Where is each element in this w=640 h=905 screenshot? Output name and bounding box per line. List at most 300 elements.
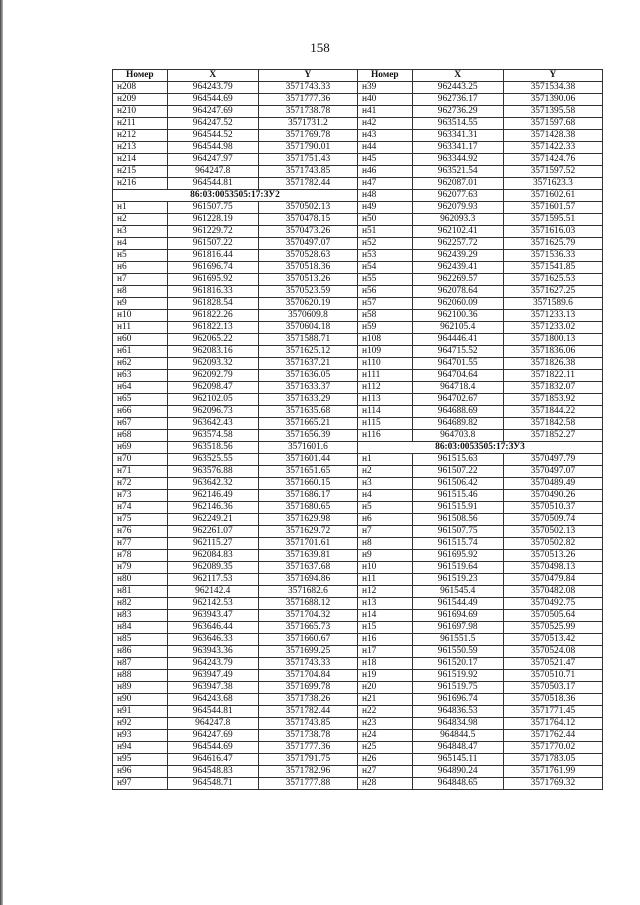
y-coordinate: 3571633.37 — [258, 382, 357, 394]
x-coordinate: 964844.5 — [412, 730, 503, 742]
y-coordinate: 3571770.02 — [503, 742, 602, 754]
table-row — [113, 382, 603, 394]
x-coordinate: 965145.11 — [412, 754, 503, 766]
x-coordinate: 964715.52 — [412, 346, 503, 358]
point-number: н43 — [357, 130, 412, 142]
y-coordinate: 3570620.19 — [258, 298, 357, 310]
x-coordinate: 963341.31 — [412, 130, 503, 142]
x-coordinate: 962736.29 — [412, 106, 503, 118]
scan-edge — [0, 0, 3, 905]
x-coordinate: 964836.53 — [412, 706, 503, 718]
y-coordinate: 3571783.05 — [503, 754, 602, 766]
x-coordinate: 961519.92 — [412, 670, 503, 682]
point-number: н113 — [357, 394, 412, 406]
y-coordinate: 3571428.38 — [503, 130, 602, 142]
point-number: н88 — [113, 670, 168, 682]
point-number: н1 — [357, 454, 412, 466]
x-coordinate: 962089.35 — [167, 562, 258, 574]
point-number: н91 — [113, 706, 168, 718]
x-coordinate: 962257.72 — [412, 238, 503, 250]
point-number: н4 — [357, 490, 412, 502]
x-coordinate: 964702.67 — [412, 394, 503, 406]
point-number: н41 — [357, 106, 412, 118]
x-coordinate: 961545.4 — [412, 586, 503, 598]
table-row — [113, 82, 603, 94]
point-number: н68 — [113, 430, 168, 442]
table-row — [113, 634, 603, 646]
point-number: н6 — [113, 262, 168, 274]
point-number: н47 — [357, 178, 412, 190]
table-row — [113, 526, 603, 538]
y-coordinate: 3570518.36 — [503, 694, 602, 706]
x-coordinate: 962079.93 — [412, 202, 503, 214]
point-number: н71 — [113, 466, 168, 478]
y-coordinate: 3571541.85 — [503, 262, 602, 274]
x-coordinate: 964689.82 — [412, 418, 503, 430]
point-number: н81 — [113, 586, 168, 598]
point-number: н39 — [357, 82, 412, 94]
point-number: н85 — [113, 634, 168, 646]
y-coordinate: 3570513.42 — [503, 634, 602, 646]
y-coordinate: 3571395.58 — [503, 106, 602, 118]
y-coordinate: 3570478.15 — [258, 214, 357, 226]
point-number: н42 — [357, 118, 412, 130]
y-coordinate: 3570473.26 — [258, 226, 357, 238]
x-coordinate: 962083.16 — [167, 346, 258, 358]
point-number: н61 — [113, 346, 168, 358]
x-coordinate: 964544.98 — [167, 142, 258, 154]
point-number: н209 — [113, 94, 168, 106]
y-coordinate: 3570528.63 — [258, 250, 357, 262]
table-row — [113, 190, 603, 202]
y-coordinate: 3570489.49 — [503, 478, 602, 490]
x-coordinate: 961816.33 — [167, 286, 258, 298]
x-coordinate: 961816.44 — [167, 250, 258, 262]
x-coordinate: 962087.01 — [412, 178, 503, 190]
x-coordinate: 962105.4 — [412, 322, 503, 334]
y-coordinate: 3571761.99 — [503, 766, 602, 778]
x-coordinate: 964247.8 — [167, 166, 258, 178]
x-coordinate: 963642.32 — [167, 478, 258, 490]
x-coordinate: 964247.97 — [167, 154, 258, 166]
x-coordinate: 964544.81 — [167, 706, 258, 718]
point-number: н52 — [357, 238, 412, 250]
y-coordinate: 3571633.29 — [258, 394, 357, 406]
point-number: н65 — [113, 394, 168, 406]
y-coordinate: 3570502.13 — [503, 526, 602, 538]
y-coordinate: 3571704.84 — [258, 670, 357, 682]
point-number: н112 — [357, 382, 412, 394]
table-row — [113, 286, 603, 298]
point-number: н67 — [113, 418, 168, 430]
point-number: н8 — [113, 286, 168, 298]
x-coordinate: 961507.22 — [167, 238, 258, 250]
y-coordinate: 3571751.43 — [258, 154, 357, 166]
point-number: н20 — [357, 682, 412, 694]
y-coordinate: 3571688.12 — [258, 598, 357, 610]
section-title: 86:03:0053505:17:ЗУ2 — [113, 190, 358, 202]
point-number: н9 — [357, 550, 412, 562]
point-number: н95 — [113, 754, 168, 766]
x-coordinate: 963521.54 — [412, 166, 503, 178]
point-number: н93 — [113, 730, 168, 742]
table-row — [113, 454, 603, 466]
x-coordinate: 961508.56 — [412, 514, 503, 526]
y-coordinate: 3571656.39 — [258, 430, 357, 442]
point-number: н44 — [357, 142, 412, 154]
y-coordinate: 3571588.71 — [258, 334, 357, 346]
x-coordinate: 964544.69 — [167, 742, 258, 754]
x-coordinate: 962098.47 — [167, 382, 258, 394]
x-coordinate: 962249.21 — [167, 514, 258, 526]
y-coordinate: 3570524.08 — [503, 646, 602, 658]
x-coordinate: 962269.57 — [412, 274, 503, 286]
point-number: н212 — [113, 130, 168, 142]
table-row — [113, 106, 603, 118]
y-coordinate: 3570497.07 — [258, 238, 357, 250]
point-number: н83 — [113, 610, 168, 622]
table-row — [113, 694, 603, 706]
y-coordinate: 3571682.6 — [258, 586, 357, 598]
table-row — [113, 502, 603, 514]
y-coordinate: 3571686.17 — [258, 490, 357, 502]
table-row — [113, 118, 603, 130]
x-coordinate: 961229.72 — [167, 226, 258, 238]
header-number-left: Номер — [113, 70, 168, 82]
x-coordinate: 962096.73 — [167, 406, 258, 418]
y-coordinate: 3571665.21 — [258, 418, 357, 430]
y-coordinate: 3571842.58 — [503, 418, 602, 430]
x-coordinate: 964243.79 — [167, 82, 258, 94]
point-number: н12 — [357, 586, 412, 598]
y-coordinate: 3571601.6 — [258, 442, 357, 454]
x-coordinate: 962142.4 — [167, 586, 258, 598]
y-coordinate: 3571701.61 — [258, 538, 357, 550]
table-row — [113, 742, 603, 754]
table-row — [113, 358, 603, 370]
point-number: н70 — [113, 454, 168, 466]
point-number: н77 — [113, 538, 168, 550]
x-coordinate: 963514.55 — [412, 118, 503, 130]
y-coordinate: 3570482.08 — [503, 586, 602, 598]
point-number: н6 — [357, 514, 412, 526]
table-row — [113, 646, 603, 658]
table-body — [113, 82, 603, 790]
table-row — [113, 622, 603, 634]
x-coordinate: 962092.79 — [167, 370, 258, 382]
point-number: н73 — [113, 490, 168, 502]
y-coordinate: 3571665.73 — [258, 622, 357, 634]
x-coordinate: 961696.74 — [412, 694, 503, 706]
x-coordinate: 961507.75 — [412, 526, 503, 538]
point-number: н50 — [357, 214, 412, 226]
y-coordinate: 3571680.65 — [258, 502, 357, 514]
y-coordinate: 3571629.72 — [258, 526, 357, 538]
table-row — [113, 406, 603, 418]
x-coordinate: 962115.27 — [167, 538, 258, 550]
x-coordinate: 962065.22 — [167, 334, 258, 346]
table-row — [113, 658, 603, 670]
x-coordinate: 962439.29 — [412, 250, 503, 262]
y-coordinate: 3571637.68 — [258, 562, 357, 574]
point-number: н213 — [113, 142, 168, 154]
point-number: н75 — [113, 514, 168, 526]
point-number: н58 — [357, 310, 412, 322]
point-number: н62 — [113, 358, 168, 370]
point-number: н48 — [357, 190, 412, 202]
x-coordinate: 962146.36 — [167, 502, 258, 514]
x-coordinate: 962102.41 — [412, 226, 503, 238]
point-number: н5 — [357, 502, 412, 514]
y-coordinate: 3571625.53 — [503, 274, 602, 286]
y-coordinate: 3570505.64 — [503, 610, 602, 622]
y-coordinate: 3571660.15 — [258, 478, 357, 490]
table-row — [113, 322, 603, 334]
point-number: н24 — [357, 730, 412, 742]
table-row — [113, 682, 603, 694]
y-coordinate: 3571424.76 — [503, 154, 602, 166]
point-number: н2 — [357, 466, 412, 478]
table-row — [113, 550, 603, 562]
x-coordinate: 961695.92 — [412, 550, 503, 562]
point-number: н10 — [357, 562, 412, 574]
table-row — [113, 514, 603, 526]
point-number: н46 — [357, 166, 412, 178]
x-coordinate: 961515.63 — [412, 454, 503, 466]
point-number: н57 — [357, 298, 412, 310]
table-row — [113, 706, 603, 718]
x-coordinate: 961515.74 — [412, 538, 503, 550]
x-coordinate: 964544.52 — [167, 130, 258, 142]
y-coordinate: 3571629.98 — [258, 514, 357, 526]
table-row — [113, 778, 603, 790]
point-number: н17 — [357, 646, 412, 658]
y-coordinate: 3570513.26 — [503, 550, 602, 562]
x-coordinate: 961544.49 — [412, 598, 503, 610]
point-number: н11 — [357, 574, 412, 586]
x-coordinate: 962443.25 — [412, 82, 503, 94]
y-coordinate: 3570497.79 — [503, 454, 602, 466]
x-coordinate: 961519.75 — [412, 682, 503, 694]
y-coordinate: 3570609.8 — [258, 310, 357, 322]
x-coordinate: 963574.58 — [167, 430, 258, 442]
table-row — [113, 442, 603, 454]
point-number: н80 — [113, 574, 168, 586]
y-coordinate: 3571635.68 — [258, 406, 357, 418]
x-coordinate: 964704.64 — [412, 370, 503, 382]
x-coordinate: 964446.41 — [412, 334, 503, 346]
point-number: н23 — [357, 718, 412, 730]
point-number: н214 — [113, 154, 168, 166]
point-number: н90 — [113, 694, 168, 706]
y-coordinate: 3570513.26 — [258, 274, 357, 286]
y-coordinate: 3571651.65 — [258, 466, 357, 478]
point-number: н92 — [113, 718, 168, 730]
table-row — [113, 478, 603, 490]
y-coordinate: 3570497.07 — [503, 466, 602, 478]
y-coordinate: 3570525.99 — [503, 622, 602, 634]
header-x-left: X — [167, 70, 258, 82]
table-row — [113, 250, 603, 262]
x-coordinate: 964544.81 — [167, 178, 258, 190]
y-coordinate: 3570502.82 — [503, 538, 602, 550]
point-number: н55 — [357, 274, 412, 286]
point-number: н82 — [113, 598, 168, 610]
point-number: н16 — [357, 634, 412, 646]
y-coordinate: 3571699.78 — [258, 682, 357, 694]
point-number: н216 — [113, 178, 168, 190]
x-coordinate: 962084.83 — [167, 550, 258, 562]
point-number: н111 — [357, 370, 412, 382]
point-number: н114 — [357, 406, 412, 418]
x-coordinate: 963576.88 — [167, 466, 258, 478]
table-row — [113, 766, 603, 778]
point-number: н53 — [357, 250, 412, 262]
point-number: н215 — [113, 166, 168, 178]
point-number: н45 — [357, 154, 412, 166]
table-row — [113, 346, 603, 358]
y-coordinate: 3571764.12 — [503, 718, 602, 730]
x-coordinate: 962100.36 — [412, 310, 503, 322]
point-number: н74 — [113, 502, 168, 514]
y-coordinate: 3571589.6 — [503, 298, 602, 310]
x-coordinate: 962078.64 — [412, 286, 503, 298]
x-coordinate: 964718.4 — [412, 382, 503, 394]
x-coordinate: 964701.55 — [412, 358, 503, 370]
table-row — [113, 586, 603, 598]
point-number: н11 — [113, 322, 168, 334]
table-row — [113, 262, 603, 274]
y-coordinate: 3571694.86 — [258, 574, 357, 586]
x-coordinate: 962117.53 — [167, 574, 258, 586]
y-coordinate: 3571731.2 — [258, 118, 357, 130]
y-coordinate: 3571791.75 — [258, 754, 357, 766]
x-coordinate: 963646.33 — [167, 634, 258, 646]
point-number: н211 — [113, 118, 168, 130]
point-number: н40 — [357, 94, 412, 106]
x-coordinate: 962142.53 — [167, 598, 258, 610]
y-coordinate: 3570509.74 — [503, 514, 602, 526]
x-coordinate: 964247.8 — [167, 718, 258, 730]
x-coordinate: 963344.92 — [412, 154, 503, 166]
y-coordinate: 3571627.25 — [503, 286, 602, 298]
table-row — [113, 214, 603, 226]
point-number: н96 — [113, 766, 168, 778]
point-number: н26 — [357, 754, 412, 766]
x-coordinate: 961519.64 — [412, 562, 503, 574]
point-number: н210 — [113, 106, 168, 118]
x-coordinate: 964848.65 — [412, 778, 503, 790]
x-coordinate: 964548.71 — [167, 778, 258, 790]
y-coordinate: 3571853.92 — [503, 394, 602, 406]
table-row — [113, 238, 603, 250]
table-row — [113, 538, 603, 550]
point-number: н66 — [113, 406, 168, 418]
y-coordinate: 3571762.44 — [503, 730, 602, 742]
table-row — [113, 430, 603, 442]
y-coordinate: 3570510.37 — [503, 502, 602, 514]
table-row — [113, 166, 603, 178]
x-coordinate: 961515.91 — [412, 502, 503, 514]
point-number: н64 — [113, 382, 168, 394]
x-coordinate: 961694.69 — [412, 610, 503, 622]
x-coordinate: 961550.59 — [412, 646, 503, 658]
point-number: н3 — [113, 226, 168, 238]
x-coordinate: 963518.56 — [167, 442, 258, 454]
point-number: н1 — [113, 202, 168, 214]
point-number: н21 — [357, 694, 412, 706]
point-number: н115 — [357, 418, 412, 430]
header-y-left: Y — [258, 70, 357, 82]
table-row — [113, 718, 603, 730]
table-row — [113, 178, 603, 190]
x-coordinate: 964548.83 — [167, 766, 258, 778]
y-coordinate: 3571743.85 — [258, 718, 357, 730]
y-coordinate: 3571625.12 — [258, 346, 357, 358]
y-coordinate: 3571738.78 — [258, 106, 357, 118]
point-number: н86 — [113, 646, 168, 658]
x-coordinate: 964848.47 — [412, 742, 503, 754]
x-coordinate: 961519.23 — [412, 574, 503, 586]
table-row — [113, 466, 603, 478]
x-coordinate: 963642.43 — [167, 418, 258, 430]
y-coordinate: 3571536.33 — [503, 250, 602, 262]
y-coordinate: 3571602.61 — [503, 190, 602, 202]
y-coordinate: 3570490.26 — [503, 490, 602, 502]
table-row — [113, 298, 603, 310]
point-number: н3 — [357, 478, 412, 490]
x-coordinate: 962261.07 — [167, 526, 258, 538]
x-coordinate: 961696.74 — [167, 262, 258, 274]
x-coordinate: 961822.13 — [167, 322, 258, 334]
x-coordinate: 964688.69 — [412, 406, 503, 418]
y-coordinate: 3571743.33 — [258, 82, 357, 94]
y-coordinate: 3571534.38 — [503, 82, 602, 94]
point-number: н25 — [357, 742, 412, 754]
y-coordinate: 3571822.11 — [503, 370, 602, 382]
x-coordinate: 964247.69 — [167, 106, 258, 118]
y-coordinate: 3571390.06 — [503, 94, 602, 106]
y-coordinate: 3571597.68 — [503, 118, 602, 130]
y-coordinate: 3571832.07 — [503, 382, 602, 394]
point-number: н18 — [357, 658, 412, 670]
y-coordinate: 3571800.13 — [503, 334, 602, 346]
y-coordinate: 3571782.96 — [258, 766, 357, 778]
y-coordinate: 3570604.18 — [258, 322, 357, 334]
table-row — [113, 274, 603, 286]
point-number: н89 — [113, 682, 168, 694]
table-row — [113, 418, 603, 430]
x-coordinate: 962093.32 — [167, 358, 258, 370]
x-coordinate: 964243.79 — [167, 658, 258, 670]
point-number: н97 — [113, 778, 168, 790]
point-number: н10 — [113, 310, 168, 322]
y-coordinate: 3571852.27 — [503, 430, 602, 442]
x-coordinate: 961507.22 — [412, 466, 503, 478]
point-number: н78 — [113, 550, 168, 562]
table-row — [113, 598, 603, 610]
x-coordinate: 963341.17 — [412, 142, 503, 154]
x-coordinate: 962736.17 — [412, 94, 503, 106]
table-row — [113, 334, 603, 346]
x-coordinate: 962060.09 — [412, 298, 503, 310]
y-coordinate: 3571769.78 — [258, 130, 357, 142]
y-coordinate: 3570502.13 — [258, 202, 357, 214]
point-number: н14 — [357, 610, 412, 622]
y-coordinate: 3571790.01 — [258, 142, 357, 154]
y-coordinate: 3570518.36 — [258, 262, 357, 274]
y-coordinate: 3571738.78 — [258, 730, 357, 742]
